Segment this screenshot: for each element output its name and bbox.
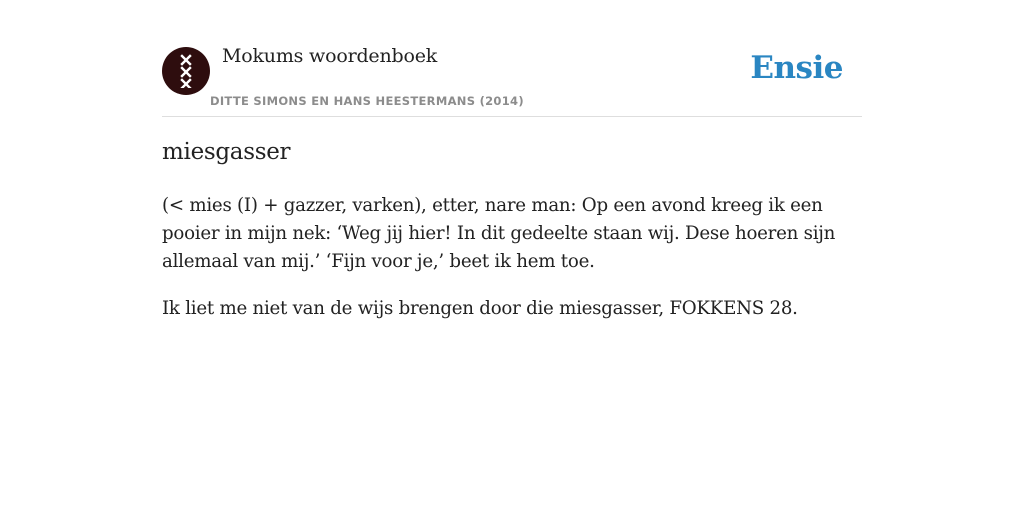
- dictionary-authors: DITTE SIMONS EN HANS HEESTERMANS (2014): [210, 94, 524, 108]
- entry-container: [162, 0, 862, 319]
- dictionary-title[interactable]: Mokums woordenboek: [222, 45, 438, 67]
- dictionary-header: [162, 0, 862, 117]
- entry-headword: miesgasser: [162, 139, 291, 165]
- amsterdam-crosses-icon[interactable]: [162, 47, 210, 95]
- entry-example: Ik liet me niet van de wijs brengen door die miesgasser, FOKKENS 28.: [162, 298, 798, 319]
- entry-definition: (< mies (I) + gazzer, varken), etter, nare man: Op een avond kreeg ik een pooier in mijn nek: ‘Weg jij hier! In dit gedeelte staan wij. Dese hoeren sijn allemaal van mij.’ ‘Fijn voor je,’ beet ik hem toe.: [162, 195, 836, 272]
- crosses-glyph: [179, 54, 193, 88]
- ensie-logo-link[interactable]: Ensie: [750, 50, 843, 86]
